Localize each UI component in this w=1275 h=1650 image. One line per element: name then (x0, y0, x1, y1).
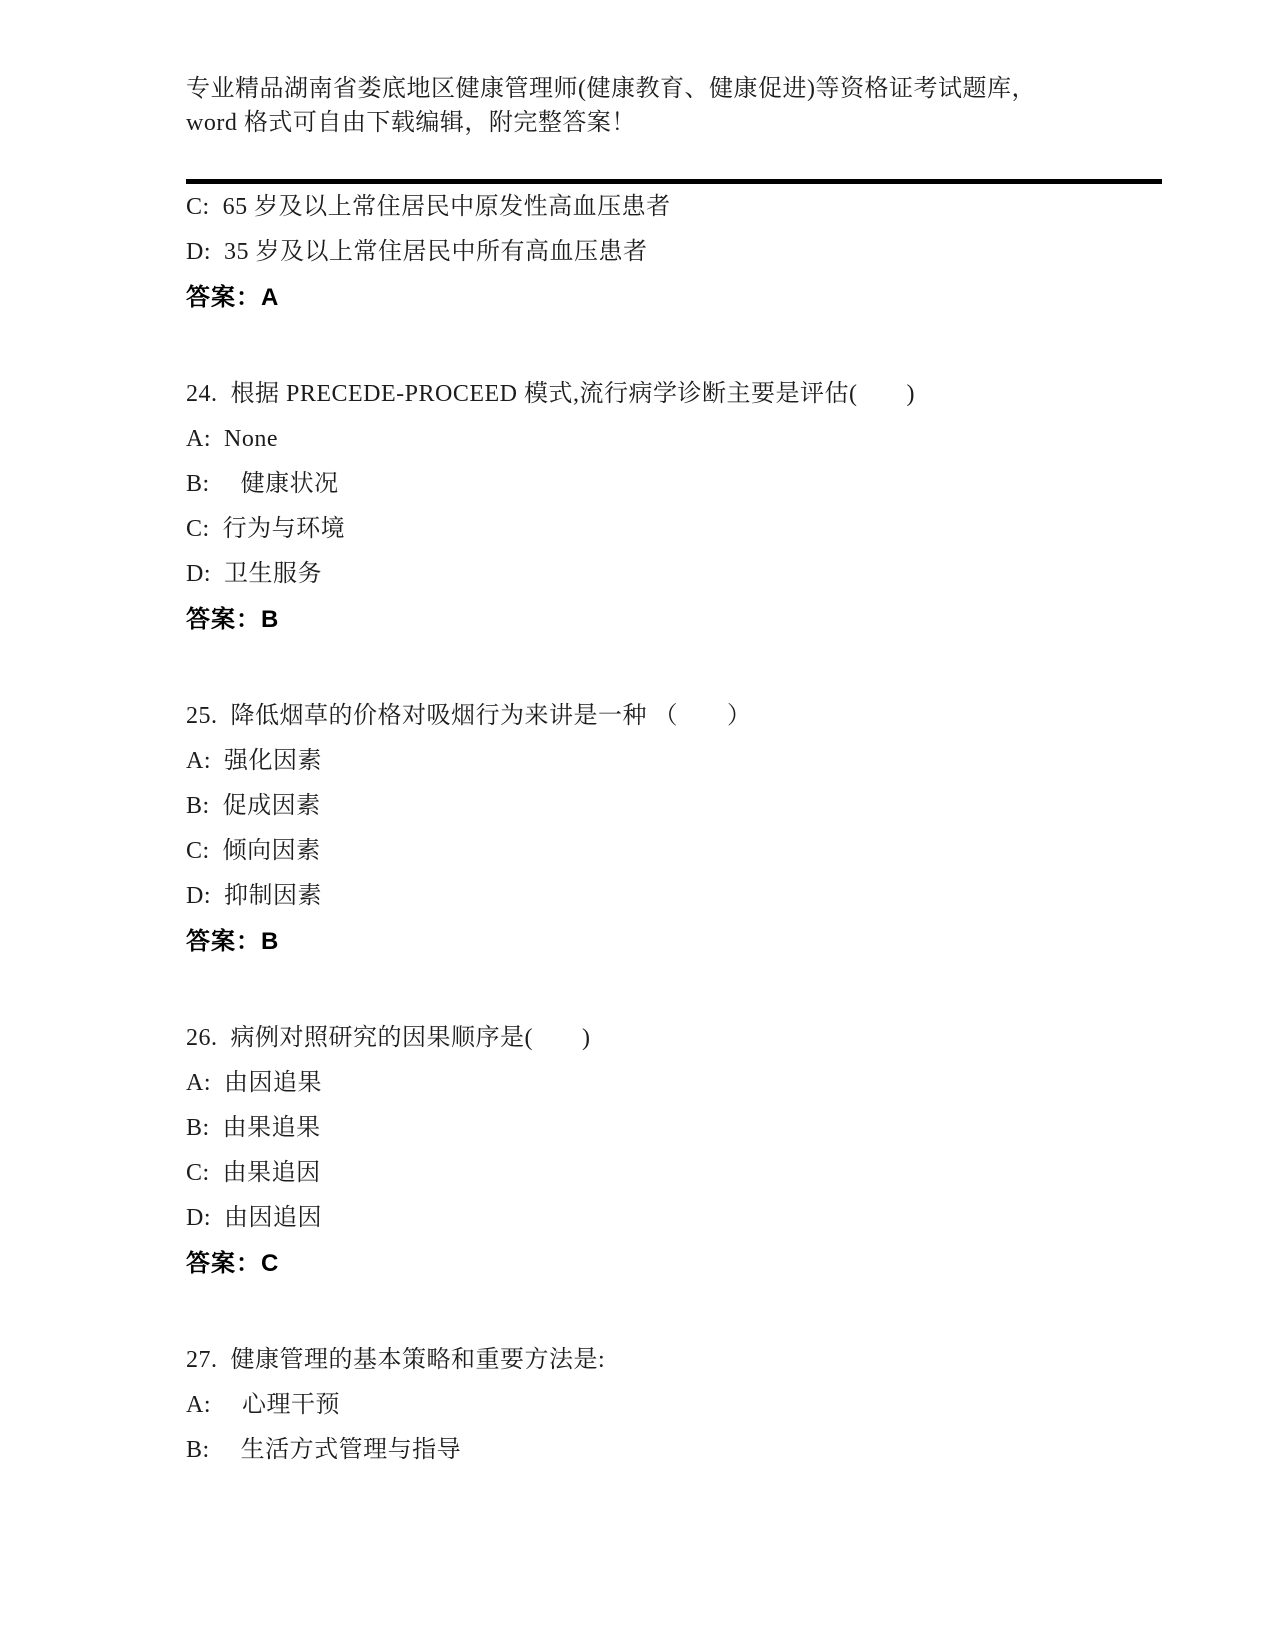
question-24 (186, 372, 1166, 642)
answer-line: 答案：A (186, 284, 280, 311)
option-b: B: 由果追果 (186, 1115, 321, 1141)
header-line-2: word 格式可自由下载编辑，附完整答案！ (186, 110, 636, 136)
option-d: D: 35 岁及以上常住居民中所有高血压患者 (186, 239, 648, 265)
answer-line: 答案：B (186, 606, 280, 633)
option-d: D: 卫生服务 (186, 561, 322, 587)
question-list (186, 184, 1166, 1473)
option-a: A: None (186, 426, 278, 452)
option-a: A: 心理干预 (186, 1392, 340, 1418)
option-b: B: 促成因素 (186, 793, 321, 819)
answer-line: 答案：C (186, 1250, 280, 1277)
question-25 (186, 694, 1166, 964)
option-a: A: 强化因素 (186, 748, 322, 774)
question-stem: 25. 降低烟草的价格对吸烟行为来讲是一种 （ ） (186, 703, 752, 729)
question-26 (186, 1016, 1166, 1286)
option-c: C: 倾向因素 (186, 838, 321, 864)
document-header (186, 0, 1166, 140)
answer-line: 答案：B (186, 928, 280, 955)
question-stem: 27. 健康管理的基本策略和重要方法是: (186, 1347, 606, 1373)
question-27 (186, 1338, 1166, 1473)
option-c: C: 行为与环境 (186, 516, 346, 542)
question-fragment-23 (186, 185, 1166, 320)
option-d: D: 由因追因 (186, 1205, 322, 1231)
question-stem: 24. 根据 PRECEDE-PROCEED 模式,流行病学诊断主要是评估( ) (186, 381, 915, 407)
option-a: A: 由因追果 (186, 1070, 322, 1096)
option-c: C: 65 岁及以上常住居民中原发性高血压患者 (186, 194, 671, 220)
option-d: D: 抑制因素 (186, 883, 322, 909)
page-content (186, 0, 1166, 1473)
option-b: B: 生活方式管理与指导 (186, 1437, 462, 1463)
header-line-1: 专业精品湖南省娄底地区健康管理师(健康教育、健康促进)等资格证考试题库， (186, 76, 1036, 102)
option-b: B: 健康状况 (186, 471, 339, 497)
question-stem: 26. 病例对照研究的因果顺序是( ) (186, 1025, 591, 1051)
option-c: C: 由果追因 (186, 1160, 321, 1186)
